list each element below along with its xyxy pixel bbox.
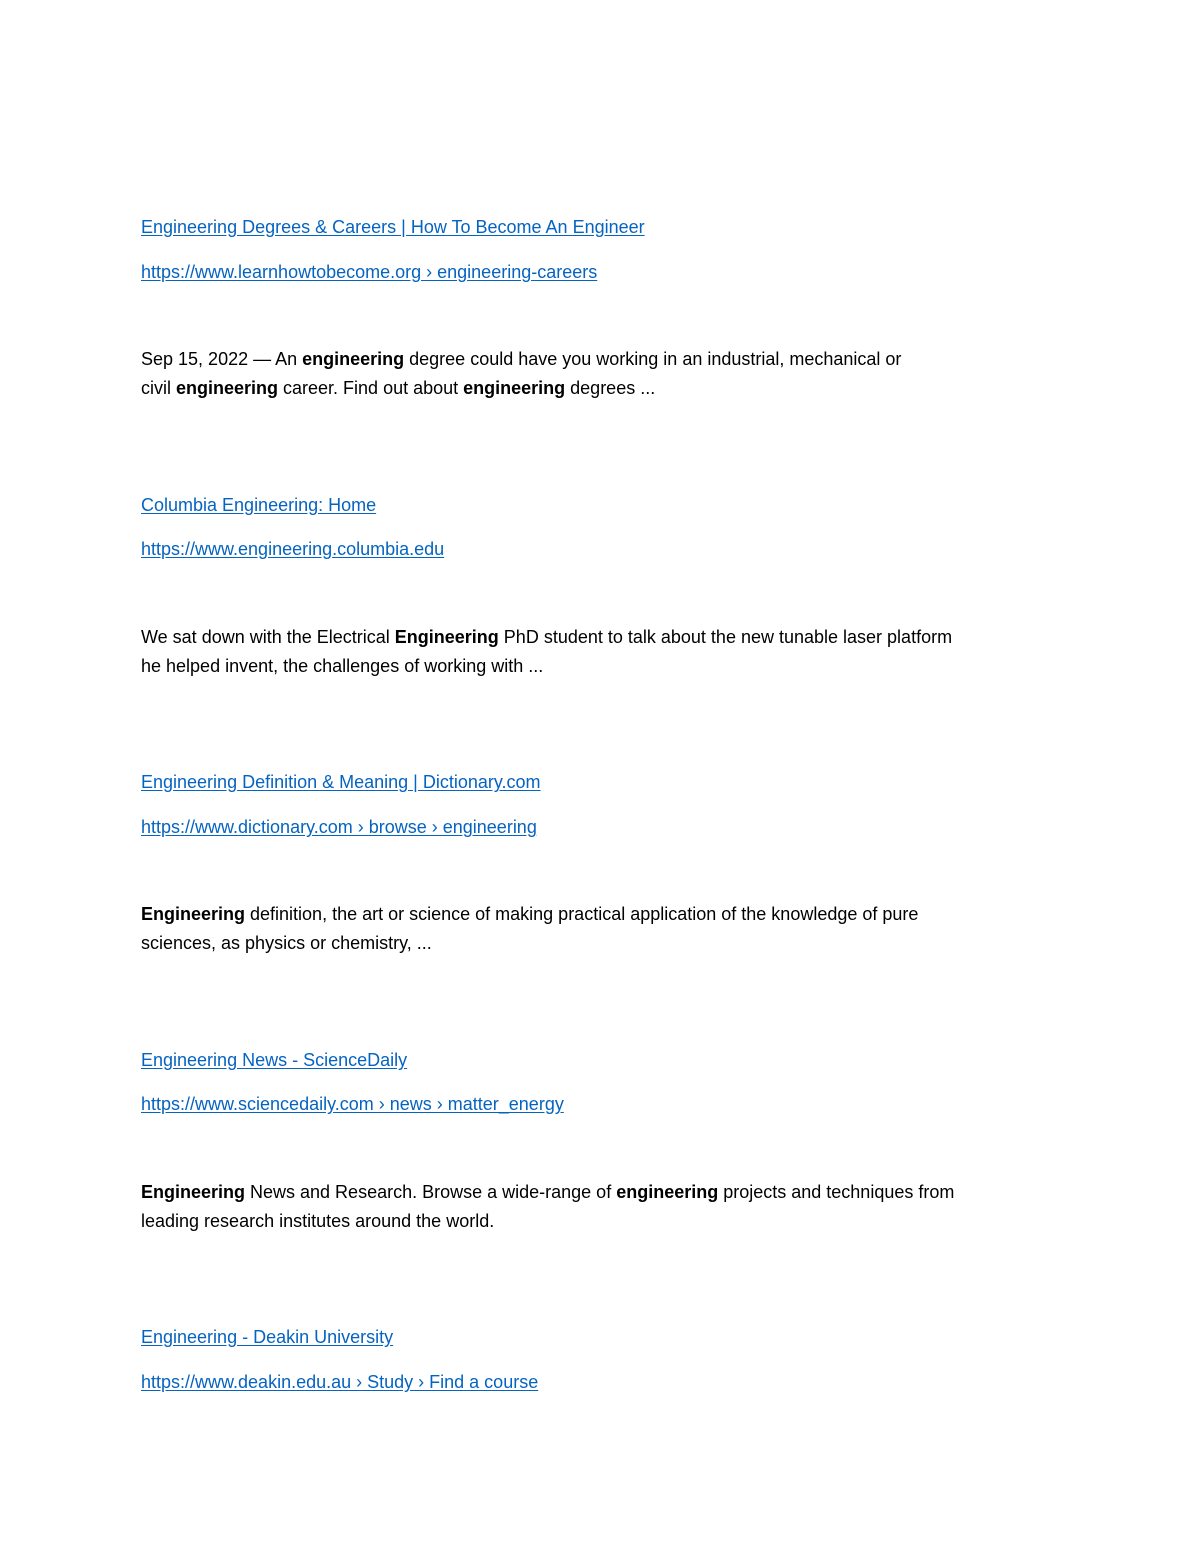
snippet-text: civil: [141, 378, 176, 398]
result-snippet-line: [141, 652, 543, 681]
snippet-text: projects and techniques from: [718, 1182, 955, 1202]
result-title-link[interactable]: Engineering Definition & Meaning | Dictionary.com: [141, 772, 541, 792]
snippet-bold-term: engineering: [463, 378, 566, 398]
result-url-link[interactable]: https://www.deakin.edu.au › Study › Find a course: [141, 1372, 539, 1392]
result-url-link[interactable]: https://www.dictionary.com › browse › engineering: [141, 817, 537, 837]
result-url-link[interactable]: https://www.learnhowtobecome.org › engineering-careers: [141, 262, 598, 282]
snippet-text: degrees ...: [565, 378, 656, 398]
snippet-text: leading research institutes around the world.: [141, 1211, 495, 1231]
snippet-text: career. Find out about: [278, 378, 464, 398]
result-title-link[interactable]: Columbia Engineering: Home: [141, 495, 377, 515]
snippet-text: We sat down with the Electrical: [141, 627, 395, 647]
snippet-text: Sep 15, 2022 — An: [141, 349, 303, 369]
result-snippet-line: [141, 1207, 494, 1236]
result-snippet-line: [141, 374, 655, 403]
snippet-bold-term: engineering: [176, 378, 279, 398]
snippet-text: definition, the art or science of making practical application of the knowledge of pure: [245, 904, 919, 924]
snippet-bold-term: Engineering: [141, 904, 246, 924]
snippet-bold-term: Engineering: [394, 627, 499, 647]
result-snippet-line: [141, 623, 952, 652]
result-snippet-line: [141, 1178, 954, 1207]
result-url-link[interactable]: https://www.engineering.columbia.edu: [141, 539, 445, 559]
result-title-link[interactable]: Engineering - Deakin University: [141, 1327, 394, 1347]
snippet-text: PhD student to talk about the new tunable laser platform: [498, 627, 953, 647]
result-title-link[interactable]: Engineering News - ScienceDaily: [141, 1050, 408, 1070]
result-snippet-line: [141, 345, 901, 374]
snippet-text: degree could have you working in an industrial, mechanical or: [404, 349, 902, 369]
snippet-bold-term: engineering: [616, 1182, 719, 1202]
snippet-bold-term: engineering: [302, 349, 405, 369]
snippet-bold-term: Engineering: [141, 1182, 246, 1202]
result-title-link[interactable]: Engineering Degrees & Careers | How To Become An Engineer: [141, 217, 645, 237]
snippet-text: he helped invent, the challenges of working with ...: [141, 656, 544, 676]
snippet-text: News and Research. Browse a wide-range of: [245, 1182, 617, 1202]
snippet-text: sciences, as physics or chemistry, ...: [141, 933, 432, 953]
result-snippet-line: [141, 900, 918, 929]
result-snippet-line: [141, 929, 432, 958]
result-url-link[interactable]: https://www.sciencedaily.com › news › matter_energy: [141, 1094, 564, 1114]
